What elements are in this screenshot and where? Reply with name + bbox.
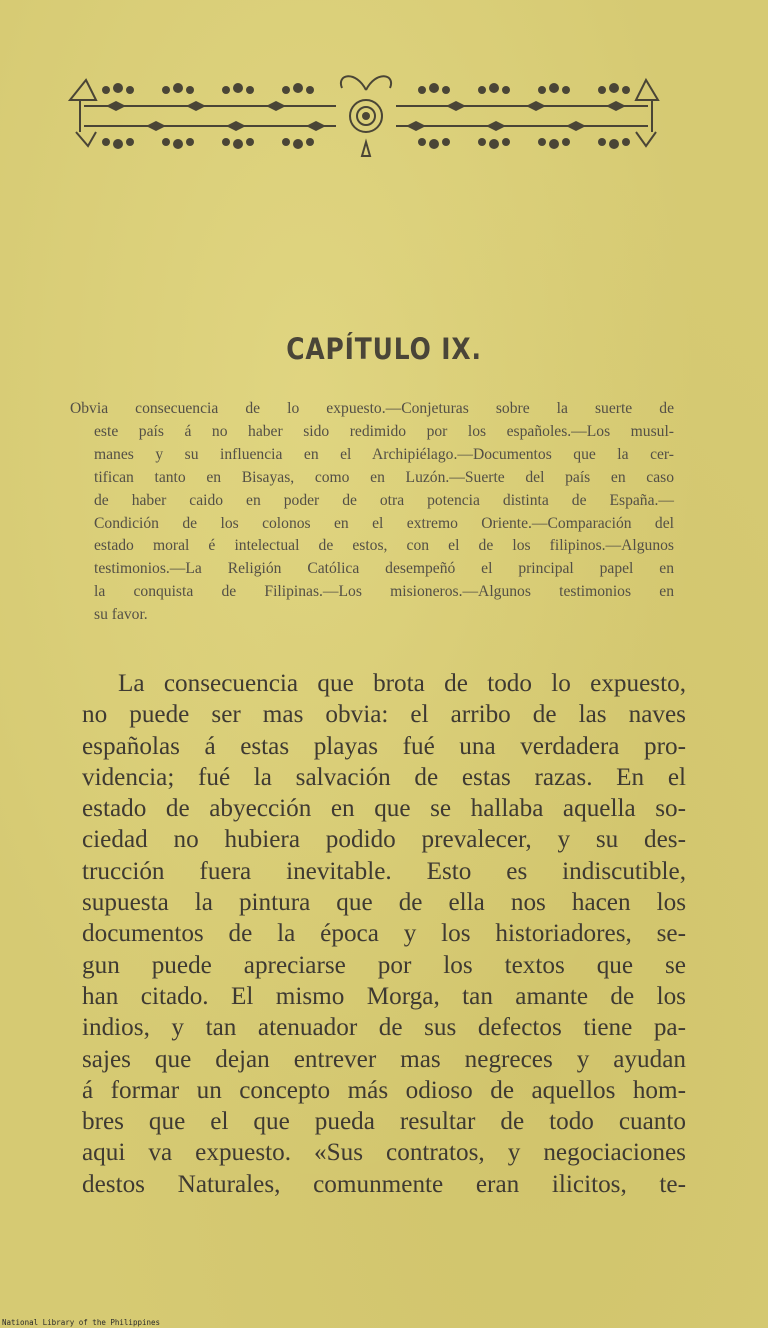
decorative-header-ornament: [66, 66, 666, 162]
summary-line: este país á no haber sido redimido por los españoles.—Los musul-: [94, 422, 674, 440]
body-line: aqui va expuesto. «Sus contratos, y negociaciones: [82, 1139, 686, 1167]
summary-line: la conquista de Filipinas.—Los misioneros.—Algunos testimonios en: [94, 583, 674, 601]
library-credit: National Library of the Philippines: [2, 1318, 161, 1327]
body-line: estado de abyección en que se hallaba aquella so-: [82, 795, 686, 823]
summary-line: de haber caido en poder de otra potencia distinta de España.—: [94, 491, 674, 509]
body-paragraph: [82, 668, 686, 1200]
body-line: han citado. El mismo Morga, tan amante de los: [82, 982, 686, 1010]
summary-line: Condición de los colonos en el extremo Oriente.—Comparación del: [94, 514, 674, 532]
summary-line: Obvia consecuencia de lo expuesto.—Conjeturas sobre la suerte de: [70, 400, 674, 417]
body-line: sajes que dejan entrever mas negreces y ayudan: [82, 1045, 686, 1073]
body-line: trucción fuera inevitable. Esto es indiscutible,: [82, 857, 686, 885]
body-line: gun puede apreciarse por los textos que se: [82, 951, 686, 979]
body-line: ciedad no hubiera podido prevalecer, y su des-: [82, 826, 686, 854]
body-line: La consecuencia que brota de todo lo expuesto,: [118, 670, 686, 697]
summary-line: tifican tanto en Bisayas, como en Luzón.—Suerte del país en caso: [94, 468, 674, 486]
body-line: videncia; fué la salvación de estas razas. En el: [82, 763, 686, 791]
chapter-summary: [70, 398, 674, 627]
summary-line: estado moral é intelectual de estos, con el de los filipinos.—Algunos: [94, 537, 674, 555]
body-line: documentos de la época y los historiadores, se-: [82, 920, 686, 948]
summary-line: manes y su influencia en el Archipiélago.—Documentos que la cer-: [94, 445, 674, 463]
body-line: á formar un concepto más odioso de aquellos hom-: [82, 1076, 686, 1104]
chapter-title: CAPÍTULO IX.: [286, 332, 482, 366]
summary-line: su favor.: [94, 606, 148, 624]
body-line: españolas á estas playas fué una verdadera pro-: [82, 732, 686, 760]
body-line: bres que el que pueda resultar de todo cuanto: [82, 1108, 686, 1136]
body-line: indios, y tan atenuador de sus defectos tiene pa-: [82, 1014, 686, 1042]
summary-line: testimonios.—La Religión Católica desempeñó el principal papel en: [94, 560, 674, 578]
body-line: supuesta la pintura que de ella nos hacen los: [82, 889, 686, 917]
body-line: destos Naturales, comunmente eran ilicitos, te-: [82, 1170, 686, 1198]
body-line: no puede ser mas obvia: el arribo de las naves: [82, 701, 686, 729]
